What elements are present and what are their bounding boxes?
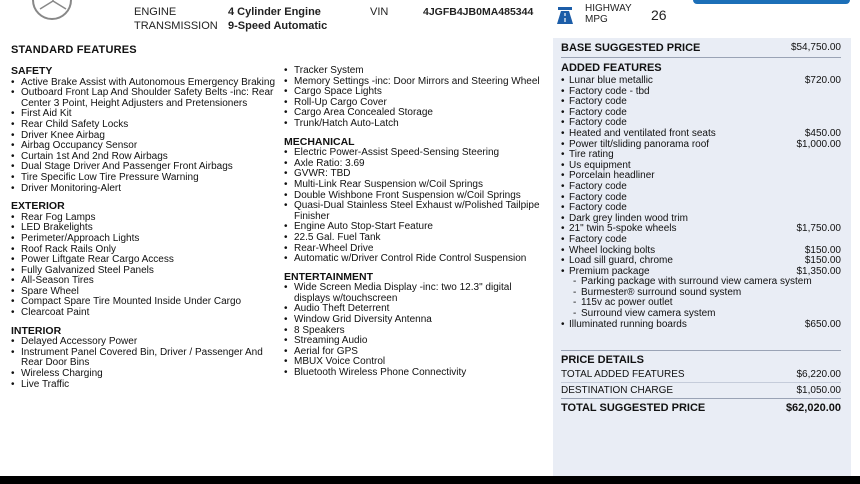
feature-item: • Fully Galvanized Steel Panels <box>11 266 276 277</box>
destination-label: DESTINATION CHARGE <box>561 385 674 396</box>
highway-mpg-label: HIGHWAY MPG <box>585 3 632 25</box>
feature-item: • Tire Specific Low Tire Pressure Warning <box>11 173 276 184</box>
vin-label: VIN <box>370 6 389 18</box>
highway-mpg-value: 26 <box>651 7 667 23</box>
feature-item: • Rear-Wheel Drive <box>284 244 549 255</box>
base-price-label: BASE SUGGESTED PRICE <box>561 42 701 54</box>
added-feature-label: Us equipment <box>569 159 631 171</box>
added-feature-label: Heated and ventilated front seats <box>569 127 716 139</box>
feature-item: • LED Brakelights <box>11 223 276 234</box>
added-feature-label: Dark grey linden wood trim <box>569 212 688 224</box>
added-feature-label: Wheel locking bolts <box>569 244 656 256</box>
feature-item: • Perimeter/Approach Lights <box>11 234 276 245</box>
feature-item: • Spare Wheel <box>11 287 276 298</box>
added-feature-label: Premium package <box>569 265 650 277</box>
total-price-value: $62,020.00 <box>785 402 841 414</box>
added-feature-label: Illuminated running boards <box>569 318 687 330</box>
feature-item: • Rear Fog Lamps <box>11 213 276 224</box>
added-feature-price: $1,000.00 <box>796 138 841 150</box>
added-feature-label: Parking package with surround view camera system <box>581 276 812 288</box>
added-features-title: ADDED FEATURES <box>561 62 662 74</box>
added-feature-label: Burmester® surround sound system <box>581 286 742 298</box>
added-feature-label: Factory code <box>569 117 627 129</box>
feature-item: • Bluetooth Wireless Phone Connectivity <box>284 368 549 379</box>
section-title: MECHANICAL <box>284 135 355 148</box>
feature-item: • MBUX Voice Control <box>284 357 549 368</box>
standard-features-title: STANDARD FEATURES <box>11 44 137 56</box>
added-feature-label: Factory code <box>569 96 627 108</box>
feature-item: • Power Liftgate Rear Cargo Access <box>11 255 276 266</box>
feature-item: • 8 Speakers <box>284 326 549 337</box>
bottom-edge <box>0 476 860 484</box>
added-feature-label: 21" twin 5-spoke wheels <box>569 223 677 235</box>
feature-item: • All-Season Tires <box>11 276 276 287</box>
feature-item: • Roll-Up Cargo Cover <box>284 98 549 109</box>
feature-item: • Outboard Front Lap And Shoulder Safety Belts -inc: Rear Center 3 Point, Height Adjusters and Pretensioners <box>11 88 276 109</box>
feature-item: • Quasi-Dual Stainless Steel Exhaust w/Polished Tailpipe Finisher <box>284 201 549 222</box>
feature-item: • 22.5 Gal. Fuel Tank <box>284 233 549 244</box>
engine-label: ENGINE <box>134 6 177 18</box>
divider <box>561 398 841 399</box>
feature-item: • Automatic w/Driver Control Ride Control Suspension <box>284 254 549 265</box>
feature-item: • Aerial for GPS <box>284 347 549 358</box>
header-banner <box>693 0 850 4</box>
added-feature-label: Load sill guard, chrome <box>569 255 673 267</box>
added-feature-label: Power tilt/sliding panorama roof <box>569 138 710 150</box>
pricing-panel <box>553 38 851 476</box>
section-title: EXTERIOR <box>11 200 65 213</box>
feature-item: • Roof Rack Rails Only <box>11 245 276 256</box>
transmission-value: 9-Speed Automatic <box>228 20 328 32</box>
added-feature-label: Factory code <box>569 202 627 214</box>
added-feature-price: $450.00 <box>804 127 841 139</box>
engine-value: 4 Cylinder Engine <box>228 6 321 18</box>
feature-item: • Driver Knee Airbag <box>11 131 276 142</box>
feature-item: • Double Wishbone Front Suspension w/Coil Springs <box>284 191 549 202</box>
divider <box>561 57 841 58</box>
feature-item: • Audio Theft Deterrent <box>284 304 549 315</box>
added-feature-price: $1,350.00 <box>796 265 841 277</box>
feature-item: • Delayed Accessory Power <box>11 337 276 348</box>
feature-item: • Live Traffic <box>11 380 276 391</box>
total-price-label: TOTAL SUGGESTED PRICE <box>561 402 706 414</box>
added-features-list <box>561 76 841 330</box>
added-feature-price: $150.00 <box>804 244 841 256</box>
feature-item: • Tracker System <box>284 66 549 77</box>
feature-item: • Streaming Audio <box>284 336 549 347</box>
added-feature-price: $150.00 <box>804 255 841 267</box>
divider <box>561 382 841 383</box>
base-price-value: $54,750.00 <box>790 42 841 53</box>
added-feature-price: $650.00 <box>804 318 841 330</box>
transmission-label: TRANSMISSION <box>134 20 218 32</box>
destination-value: $1,050.00 <box>796 385 841 396</box>
added-feature-label: Factory code <box>569 180 627 192</box>
feature-item: • Engine Auto Stop-Start Feature <box>284 222 549 233</box>
total-price-row <box>561 402 841 414</box>
feature-item: • Axle Ratio: 3.69 <box>284 159 549 170</box>
feature-item: • Window Grid Diversity Antenna <box>284 315 549 326</box>
feature-item: • GVWR: TBD <box>284 169 549 180</box>
total-added-value: $6,220.00 <box>796 369 841 380</box>
highway-icon <box>557 6 573 24</box>
added-feature-label: Factory code - tbd <box>569 85 650 97</box>
feature-item: • Active Brake Assist with Autonomous Emergency Braking <box>11 78 276 89</box>
feature-item: • Airbag Occupancy Sensor <box>11 141 276 152</box>
divider <box>561 350 841 351</box>
total-added-row <box>561 369 841 380</box>
feature-item: • First Aid Kit <box>11 109 276 120</box>
feature-item: • Cargo Space Lights <box>284 87 549 98</box>
total-added-label: TOTAL ADDED FEATURES <box>561 369 685 380</box>
feature-item: • Electric Power-Assist Speed-Sensing Steering <box>284 148 549 159</box>
feature-item: • Cargo Area Concealed Storage <box>284 108 549 119</box>
feature-item: • Multi-Link Rear Suspension w/Coil Springs <box>284 180 549 191</box>
feature-item: • Compact Spare Tire Mounted Inside Under Cargo <box>11 297 276 308</box>
added-feature-label: 115v ac power outlet <box>581 297 673 309</box>
added-feature-label: Factory code <box>569 233 627 245</box>
feature-item: • Memory Settings -inc: Door Mirrors and Steering Wheel <box>284 77 549 88</box>
price-details-title: PRICE DETAILS <box>561 354 644 366</box>
added-feature-label: Tire rating <box>569 149 614 161</box>
section-title: INTERIOR <box>11 324 62 337</box>
standard-features-column-2 <box>284 66 549 379</box>
standard-features-column-1 <box>11 66 276 390</box>
added-feature-label: Factory code <box>569 106 627 118</box>
vin-value: 4JGFB4JB0MA485344 <box>423 6 534 18</box>
added-feature-label: Surround view camera system <box>581 308 716 320</box>
added-feature-price: $1,750.00 <box>796 223 841 235</box>
feature-item: • Wide Screen Media Display -inc: two 12.3" digital displays w/touchscreen <box>284 283 549 304</box>
added-feature-label: Lunar blue metallic <box>569 75 653 86</box>
feature-item: • Dual Stage Driver And Passenger Front Airbags <box>11 162 276 173</box>
destination-row <box>561 385 841 396</box>
feature-item: • Trunk/Hatch Auto-Latch <box>284 119 549 130</box>
mercedes-logo-icon <box>32 0 72 20</box>
base-price-row <box>561 42 841 54</box>
added-feature-item <box>561 320 841 331</box>
added-feature-label: Factory code <box>569 191 627 203</box>
feature-item: • Rear Child Safety Locks <box>11 120 276 131</box>
feature-item: • Instrument Panel Covered Bin, Driver / Passenger And Rear Door Bins <box>11 348 276 369</box>
feature-item: • Wireless Charging <box>11 369 276 380</box>
added-feature-label: Porcelain headliner <box>569 170 655 182</box>
added-feature-price: $720.00 <box>804 75 841 86</box>
feature-item: • Clearcoat Paint <box>11 308 276 319</box>
feature-item: • Curtain 1st And 2nd Row Airbags <box>11 152 276 163</box>
feature-item: • Driver Monitoring-Alert <box>11 184 276 195</box>
section-title: ENTERTAINMENT <box>284 270 374 283</box>
section-title: SAFETY <box>11 65 53 77</box>
